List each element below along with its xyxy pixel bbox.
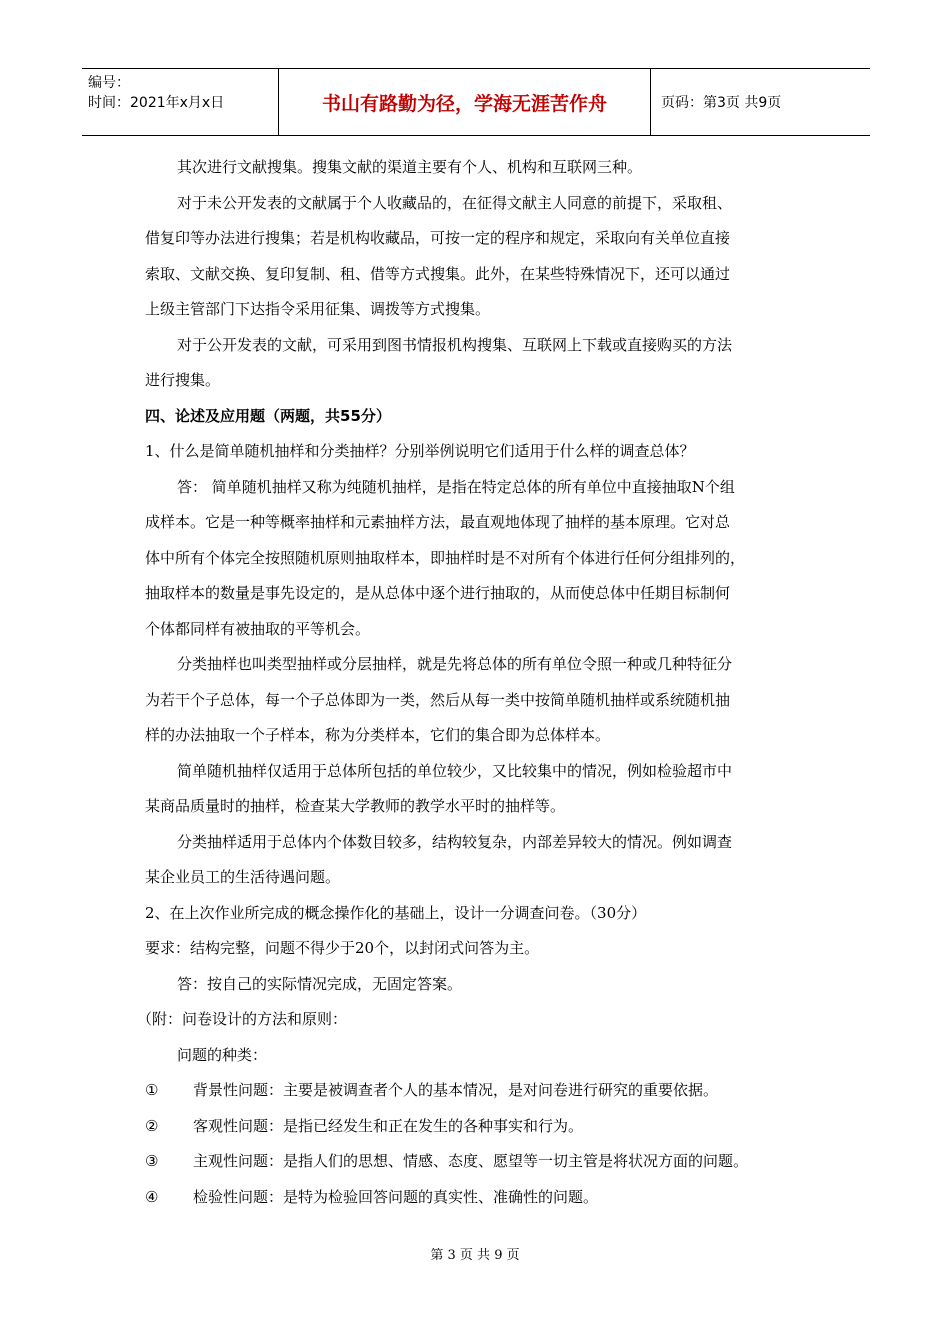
paragraph-line: 分类抽样也叫类型抽样或分层抽样，就是先将总体的所有单位令照一种或几种特征分: [177, 655, 733, 673]
paragraph-line: 分类抽样适用于总体内个体数目较多，结构较复杂，内部差异较大的情况。例如调查: [177, 832, 733, 851]
paragraph-line: 体中所有个体完全按照随机原则抽取样本，即抽样时是不对所有个体进行任何分组排列的，: [145, 548, 746, 567]
paragraph-line: 样的办法抽取一个子样本，称为分类样本，它们的集合即为总体样本。: [145, 726, 611, 744]
list-item: [145, 1144, 805, 1180]
paragraph-line: 成样本。它是一种等概率抽样和元素抽样方法，最直观地体现了抽样的基本原理。它对总: [145, 513, 731, 531]
header-page-label: 页码：第3页 共9页: [661, 95, 782, 111]
date-label: 时间：2021年x月x日: [88, 95, 225, 111]
paragraph-line: 某企业员工的生活待遇问题。: [145, 868, 341, 886]
list-number: ①: [145, 1081, 159, 1099]
paragraph-line: 进行搜集。: [145, 371, 221, 389]
paragraph-line: 对于未公开发表的文献属于个人收藏品的，在征得文献主人同意的前提下，采取租、: [177, 193, 733, 212]
paragraph-line: 其次进行文献搜集。搜集文献的渠道主要有个人、机构和互联网三种。: [177, 158, 643, 176]
paragraph-line: 某商品质量时的抽样，检查某大学教师的教学水平时的抽样等。: [145, 797, 566, 815]
section-heading: 四、论述及应用题（两题，共55分）: [145, 406, 391, 425]
list-text: 检验性问题：是特为检验回答问题的真实性、准确性的问题。: [193, 1187, 599, 1206]
question-2: 2、在上次作业所完成的概念操作化的基础上，设计一分调查问卷。（30分）: [145, 903, 647, 922]
paragraph-line: 对于公开发表的文献，可采用到图书情报机构搜集、互联网上下载或直接购买的方法: [177, 335, 733, 354]
paragraph-line: 简单随机抽样仅适用于总体所包括的单位较少，又比较集中的情况，例如检验超市中: [177, 761, 733, 780]
requirement-line: 要求：结构完整，问题不得少于20个，以封闭式问答为主。: [145, 939, 540, 957]
paragraph-line: 索取、文献交换、复印复制、租、借等方式搜集。此外，在某些特殊情况下，还可以通过: [145, 264, 731, 283]
list-text: 背景性问题：主要是被调查者个人的基本情况，是对问卷进行研究的重要依据。: [193, 1081, 719, 1099]
answer-line: 答：按自己的实际情况完成，无固定答案。: [177, 974, 463, 993]
header-motto: 书山有路勤为径，学海无涯苦作舟: [279, 69, 651, 135]
list-number: ②: [145, 1116, 159, 1135]
page-header: [82, 68, 870, 136]
header-info: [82, 69, 279, 135]
list-item: [145, 1109, 805, 1145]
paragraph-line: 答： 简单随机抽样又称为纯随机抽样，是指在特定总体的所有单位中直接抽取N个组: [177, 477, 735, 496]
list-item: [145, 1073, 805, 1109]
list-text: 主观性问题：是指人们的思想、情感、态度、愿望等一切主管是将状况方面的问题。: [193, 1152, 749, 1170]
list-text: 客观性问题：是指已经发生和正在发生的各种事实和行为。: [193, 1116, 584, 1135]
document-body: [137, 150, 805, 1215]
paragraph-line: 个体都同样有被抽取的平等机会。: [145, 619, 371, 638]
list-heading: 问题的种类：: [177, 1045, 268, 1064]
number-label: 编号：: [88, 75, 130, 91]
paragraph-line: 抽取样本的数量是事先设定的，是从总体中逐个进行抽取的，从而使总体中任期目标制何: [145, 584, 731, 602]
paragraph-line: 借复印等办法进行搜集；若是机构收藏品，可按一定的程序和规定，采取向有关单位直接: [145, 229, 731, 247]
paragraph-line: 为若干个子总体，每一个子总体即为一类，然后从每一类中按简单随机抽样或系统随机抽: [145, 690, 731, 709]
paragraph-line: 上级主管部门下达指令采用征集、调拨等方式搜集。: [145, 300, 491, 318]
list-number: ③: [145, 1152, 159, 1170]
page-footer: 第 3 页 共 9 页: [430, 1248, 520, 1263]
question-1: 1、什么是简单随机抽样和分类抽样？分别举例说明它们适用于什么样的调查总体？: [145, 442, 695, 460]
appendix-line: （附：问卷设计的方法和原则：: [137, 1010, 348, 1028]
list-number: ④: [145, 1187, 159, 1206]
list-item: [145, 1180, 805, 1216]
